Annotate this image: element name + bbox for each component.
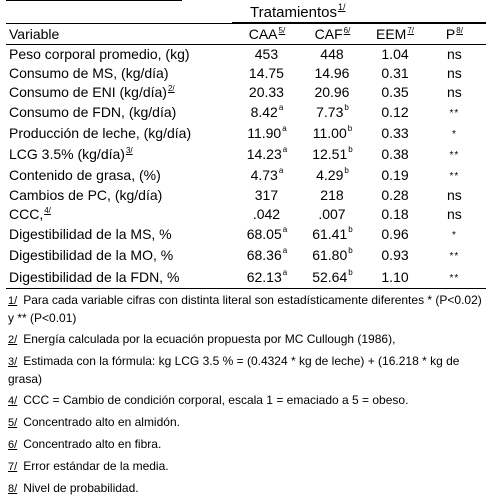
header-caf: [298, 24, 367, 45]
cell-caf: [298, 266, 367, 289]
cell-eem: 0.28: [381, 187, 409, 203]
cell-p: [423, 45, 486, 65]
cell-caa: [236, 83, 298, 102]
variable-label: CCC,: [9, 206, 44, 222]
caf-value: .007: [318, 206, 346, 222]
cell-eem: 0.35: [381, 84, 409, 100]
table-row: [6, 83, 486, 102]
p-value: ns: [447, 46, 462, 62]
table-row: [6, 123, 486, 144]
variable-label: Consumo de MS, (kg/día): [9, 65, 169, 81]
caf-letter: b: [348, 267, 353, 277]
caf-value: 61.41: [312, 226, 348, 242]
cell-variable: [6, 224, 236, 245]
cell-variable: [6, 102, 236, 123]
cell-variable: [6, 83, 236, 102]
variable-label: Consumo de ENI (kg/día): [9, 84, 167, 100]
footnote: [8, 436, 488, 454]
footnote-number: 2/: [8, 334, 18, 346]
variable-label: Digestibilidad de la FDN, %: [9, 268, 180, 285]
p-value: ns: [447, 65, 462, 81]
variable-label: Cambios de PC, (kg/día): [9, 187, 163, 203]
variable-label: LCG 3.5% (kg/día): [9, 146, 125, 162]
footnote-number: 1/: [8, 295, 18, 307]
footnote-text: Concentrado alto en almidón.: [23, 415, 180, 429]
caa-value: 68.05: [246, 226, 282, 242]
table-title: [250, 4, 346, 21]
caa-value: 453: [254, 46, 279, 62]
header-caa-note: 5/: [278, 25, 286, 35]
cell-variable: [6, 165, 236, 186]
cell-p: [423, 186, 486, 205]
variable-label: Digestibilidad de la MS, %: [9, 226, 172, 242]
caa-letter: a: [282, 267, 288, 277]
header-variable: Variable: [6, 24, 236, 45]
cell-caf: [298, 102, 367, 123]
cell-caf: [298, 123, 367, 144]
p-value: **: [449, 171, 460, 182]
cell-caf: [298, 144, 367, 165]
cell-eem: 0.93: [381, 247, 409, 263]
cell-eem: 0.38: [381, 146, 409, 162]
cell-eem: 0.33: [381, 125, 409, 141]
table-row: [6, 102, 486, 123]
caf-value: 14.96: [314, 65, 350, 81]
caa-letter: a: [278, 166, 284, 175]
header-row: [6, 24, 486, 45]
header-caa: [236, 24, 298, 45]
footnote-text: Concentrado alto en fibra.: [23, 437, 162, 451]
header-p-note: 8/: [456, 25, 463, 35]
cell-variable: [6, 186, 236, 205]
table-row: [6, 144, 486, 165]
footnote-number: 7/: [8, 461, 18, 473]
cell-eem: 0.18: [381, 206, 409, 222]
footnote: [8, 292, 488, 327]
footnote-number: 3/: [8, 356, 18, 368]
table-row: [6, 165, 486, 186]
caf-value: 12.51: [312, 146, 348, 162]
footnote-number: 6/: [8, 439, 18, 451]
cell-caa: [236, 45, 298, 65]
caa-letter: a: [278, 103, 284, 112]
cell-p: [423, 205, 486, 224]
cell-variable: [6, 266, 236, 289]
caa-value: 4.73: [250, 167, 278, 183]
cell-caa: [236, 186, 298, 205]
footnote: [8, 392, 488, 410]
cell-variable: [6, 64, 236, 83]
title-footnote-mark: 1/: [337, 2, 346, 12]
cell-p: [423, 165, 486, 186]
caa-value: .042: [252, 206, 281, 222]
cell-caf: [298, 186, 367, 205]
cell-caf: [298, 245, 367, 266]
caf-value: 448: [320, 46, 344, 62]
caf-value: 7.73: [316, 104, 344, 120]
footnotes: [8, 292, 488, 502]
cell-caa: [236, 123, 298, 144]
table-row: [6, 266, 486, 289]
cell-p: [423, 102, 486, 123]
footnote-number: 4/: [8, 395, 18, 407]
data-table: [6, 23, 486, 289]
footnote-text: Error estándar de la media.: [23, 459, 169, 473]
cell-p: [423, 245, 486, 266]
caa-value: 14.75: [248, 65, 284, 81]
caf-value: 61.80: [312, 247, 348, 263]
caf-letter: b: [344, 103, 349, 112]
footnote-text: Nivel de probabilidad.: [23, 481, 139, 495]
variable-label: Contenido de grasa, (%): [9, 167, 161, 183]
table-body: [6, 45, 486, 289]
variable-footnote-mark: 2/: [167, 84, 175, 93]
variable-label: Digestibilidad de la MO, %: [9, 247, 174, 263]
cell-p: [423, 144, 486, 165]
caf-letter: b: [348, 225, 353, 234]
caa-letter: a: [282, 145, 288, 154]
caf-letter: b: [347, 124, 353, 133]
variable-label: Producción de leche, (kg/día): [9, 125, 192, 141]
cell-p: [423, 224, 486, 245]
p-value: **: [449, 108, 460, 119]
table-row: [6, 245, 486, 266]
p-value: **: [449, 251, 460, 262]
p-value: *: [451, 230, 457, 241]
caf-value: 52.64: [312, 268, 348, 285]
caf-value: 4.29: [316, 167, 344, 183]
p-value: ns: [447, 206, 462, 222]
footnote: [8, 414, 488, 432]
p-value: ns: [447, 84, 462, 100]
p-value: *: [451, 129, 457, 140]
cell-caf: [298, 83, 367, 102]
footnote-text: Para cada variable cifras con distinta literal son estadísticamente diferentes * (P<0.02) y ** (P<0.01): [8, 293, 482, 325]
cell-p: [423, 83, 486, 102]
footnote-number: 8/: [8, 483, 18, 495]
cell-variable: [6, 45, 236, 65]
table-row: [6, 224, 486, 245]
cell-p: [423, 64, 486, 83]
title-text: Tratamientos: [250, 4, 337, 21]
variable-footnote-mark: 3/: [125, 146, 133, 155]
caf-value: 218: [320, 187, 344, 203]
table-row: [6, 64, 486, 83]
cell-caf: [298, 64, 367, 83]
cell-p: [423, 123, 486, 144]
cell-eem: 0.12: [381, 104, 409, 120]
caa-value: 68.36: [246, 247, 282, 263]
header-eem-label: EEM: [376, 25, 407, 42]
header-eem: [367, 24, 423, 45]
header-eem-note: 7/: [407, 25, 415, 35]
cell-caa: [236, 64, 298, 83]
header-p-label: P: [445, 25, 456, 42]
caa-letter: a: [282, 124, 287, 133]
cell-caf: [298, 45, 367, 65]
caa-value: 14.23: [246, 146, 282, 162]
footnote: [8, 458, 488, 476]
caa-letter: a: [282, 246, 288, 255]
p-value: **: [449, 272, 460, 284]
cell-caa: [236, 245, 298, 266]
variable-footnote-mark: 4/: [44, 206, 51, 215]
cell-variable: [6, 144, 236, 165]
cell-caf: [298, 205, 367, 224]
caf-value: 20.96: [314, 84, 350, 100]
table-row: [6, 205, 486, 224]
footnote-text: Energía calculada por la ecuación propuesta por MC Cullough (1986),: [23, 332, 396, 346]
header-caa-label: CAA: [248, 25, 278, 42]
cell-caa: [236, 144, 298, 165]
table-row: [6, 45, 486, 65]
cell-caf: [298, 224, 367, 245]
cell-variable: [6, 205, 236, 224]
title-row: [0, 0, 504, 22]
cell-caa: [236, 205, 298, 224]
cell-caa: [236, 266, 298, 289]
cell-caa: [236, 224, 298, 245]
caf-value: 11.00: [312, 125, 347, 141]
caa-letter: a: [282, 225, 288, 234]
caf-letter: b: [348, 145, 353, 154]
cell-variable: [6, 245, 236, 266]
footnote-text: CCC = Cambio de condición corporal, escala 1 = emaciado a 5 = obeso.: [23, 393, 409, 407]
footnote: [8, 353, 488, 388]
footnote: [8, 480, 488, 498]
cell-eem: 1.04: [381, 46, 409, 62]
p-value: **: [449, 150, 460, 161]
cell-variable: [6, 123, 236, 144]
header-p: [423, 24, 486, 45]
p-value: ns: [447, 187, 462, 203]
cell-p: [423, 266, 486, 289]
cell-eem: 0.31: [381, 65, 409, 81]
header-caf-note: 6/: [343, 25, 351, 35]
footnote-number: 5/: [8, 417, 18, 429]
caa-value: 11.90: [247, 125, 282, 141]
caa-value: 8.42: [250, 104, 278, 120]
footnote: [8, 331, 488, 349]
variable-label: Peso corporal promedio, (kg): [9, 46, 190, 62]
table-row: [6, 186, 486, 205]
caf-letter: b: [344, 166, 349, 175]
cell-caa: [236, 165, 298, 186]
cell-eem: 0.19: [381, 167, 409, 183]
caa-value: 62.13: [246, 268, 282, 285]
footnote-text: Estimada con la fórmula: kg LCG 3.5 % = (0.4324 * kg de leche) + (16.218 * kg de grasa): [8, 354, 460, 386]
cell-caa: [236, 102, 298, 123]
cell-eem: 0.96: [381, 226, 409, 242]
variable-label: Consumo de FDN, (kg/día): [9, 104, 177, 120]
caa-value: 317: [254, 187, 279, 203]
cell-caf: [298, 165, 367, 186]
header-caf-label: CAF: [314, 25, 343, 42]
caa-value: 20.33: [248, 84, 284, 100]
caf-letter: b: [348, 246, 353, 255]
cell-eem: 1.10: [367, 266, 423, 289]
